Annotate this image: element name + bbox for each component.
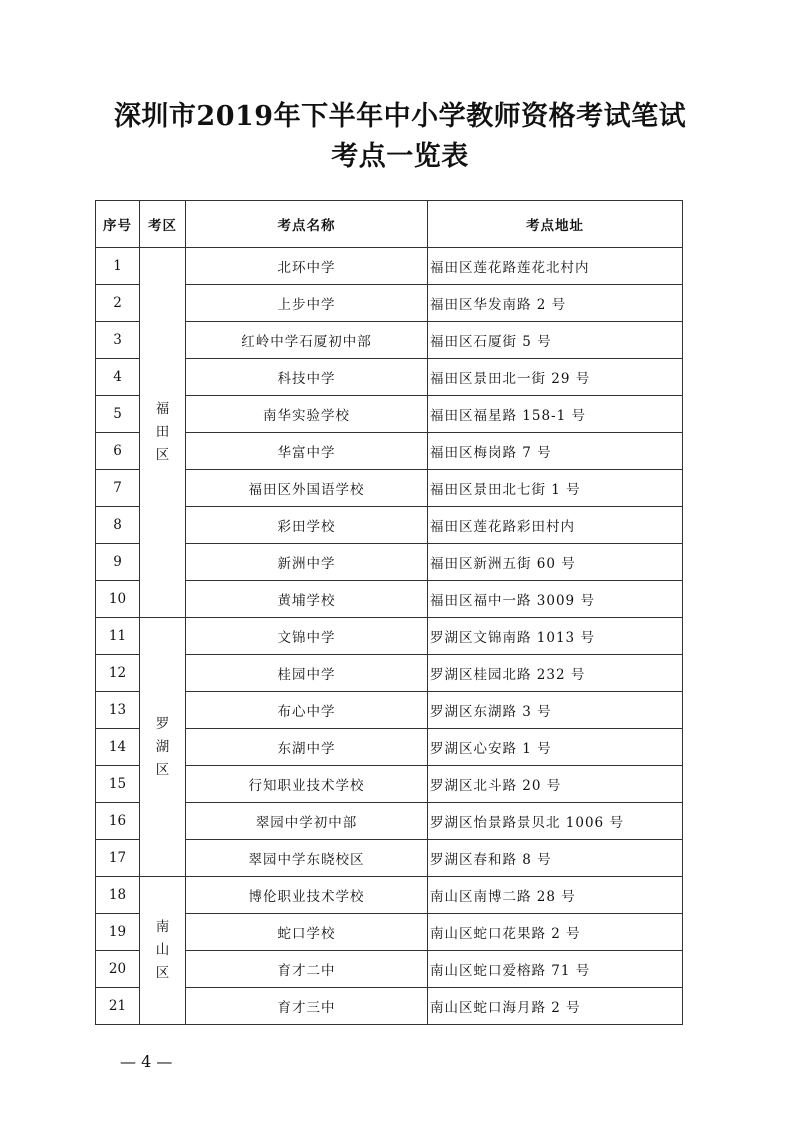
- site-address: 罗湖区北斗路 20 号: [428, 766, 683, 803]
- row-number: 19: [96, 914, 140, 951]
- site-address: 福田区莲花路莲花北村内: [428, 248, 683, 285]
- row-number: 5: [96, 396, 140, 433]
- row-number: 20: [96, 951, 140, 988]
- table-row: [96, 877, 683, 914]
- site-address: 福田区景田北七街 1 号: [428, 470, 683, 507]
- site-address: 福田区华发南路 2 号: [428, 285, 683, 322]
- table-row: [96, 248, 683, 285]
- site-name: 福田区外国语学校: [186, 470, 428, 507]
- site-name: 黄埔学校: [186, 581, 428, 618]
- district-char: 区: [155, 965, 170, 981]
- site-address: 福田区福中一路 3009 号: [428, 581, 683, 618]
- site-name: 桂园中学: [186, 655, 428, 692]
- row-number: 3: [96, 322, 140, 359]
- site-address: 福田区梅岗路 7 号: [428, 433, 683, 470]
- site-address: 罗湖区文锦南路 1013 号: [428, 618, 683, 655]
- row-number: 10: [96, 581, 140, 618]
- row-number: 7: [96, 470, 140, 507]
- site-address: 南山区蛇口花果路 2 号: [428, 914, 683, 951]
- site-name: 北环中学: [186, 248, 428, 285]
- document-title-line2: 考点一览表: [331, 141, 469, 172]
- site-address: 罗湖区春和路 8 号: [428, 840, 683, 877]
- site-name: 育才二中: [186, 951, 428, 988]
- row-number: 11: [96, 618, 140, 655]
- header-site-name: 考点名称: [186, 201, 428, 248]
- district-cell: [140, 877, 186, 1025]
- row-number: 17: [96, 840, 140, 877]
- row-number: 13: [96, 692, 140, 729]
- site-address: 福田区石厦街 5 号: [428, 322, 683, 359]
- site-address: 罗湖区心安路 1 号: [428, 729, 683, 766]
- site-address: 福田区新洲五街 60 号: [428, 544, 683, 581]
- site-name: 彩田学校: [186, 507, 428, 544]
- row-number: 8: [96, 507, 140, 544]
- site-address: 南山区蛇口爱榕路 71 号: [428, 951, 683, 988]
- site-name: 翠园中学初中部: [186, 803, 428, 840]
- site-address: 福田区莲花路彩田村内: [428, 507, 683, 544]
- row-number: 21: [96, 988, 140, 1025]
- site-name: 行知职业技术学校: [186, 766, 428, 803]
- site-name: 育才三中: [186, 988, 428, 1025]
- site-address: 罗湖区怡景路景贝北 1006 号: [428, 803, 683, 840]
- table-row: [96, 618, 683, 655]
- row-number: 12: [96, 655, 140, 692]
- header-site-address: 考点地址: [428, 201, 683, 248]
- district-char: 湖: [155, 738, 170, 755]
- row-number: 1: [96, 248, 140, 285]
- site-name: 红岭中学石厦初中部: [186, 322, 428, 359]
- site-address: 南山区蛇口海月路 2 号: [428, 988, 683, 1025]
- district-char: 福: [155, 401, 170, 417]
- site-name: 博伦职业技术学校: [186, 877, 428, 914]
- site-address: 福田区福星路 158-1 号: [428, 396, 683, 433]
- site-name: 东湖中学: [186, 729, 428, 766]
- site-name: 上步中学: [186, 285, 428, 322]
- site-name: 南华实验学校: [186, 396, 428, 433]
- district-cell: [140, 618, 186, 877]
- site-address: 罗湖区东湖路 3 号: [428, 692, 683, 729]
- row-number: 14: [96, 729, 140, 766]
- row-number: 2: [96, 285, 140, 322]
- site-address: 南山区南博二路 28 号: [428, 877, 683, 914]
- site-name: 新洲中学: [186, 544, 428, 581]
- district-char: 罗: [155, 715, 170, 732]
- site-name: 布心中学: [186, 692, 428, 729]
- table-body: [96, 248, 683, 1025]
- district-char: 区: [155, 447, 170, 463]
- district-char: 山: [155, 942, 170, 958]
- district-char: 南: [155, 919, 170, 935]
- row-number: 4: [96, 359, 140, 396]
- row-number: 9: [96, 544, 140, 581]
- row-number: 16: [96, 803, 140, 840]
- row-number: 15: [96, 766, 140, 803]
- site-address: 福田区景田北一街 29 号: [428, 359, 683, 396]
- header-no: 序号: [96, 201, 140, 248]
- site-name: 文锦中学: [186, 618, 428, 655]
- site-name: 科技中学: [186, 359, 428, 396]
- exam-site-table: [95, 200, 683, 1025]
- district-cell: [140, 248, 186, 618]
- site-name: 翠园中学东晓校区: [186, 840, 428, 877]
- site-name: 蛇口学校: [186, 914, 428, 951]
- row-number: 18: [96, 877, 140, 914]
- site-name: 华富中学: [186, 433, 428, 470]
- district-char: 田: [155, 424, 170, 440]
- row-number: 6: [96, 433, 140, 470]
- table-header-row: [96, 201, 683, 248]
- page-number: — 4 —: [120, 1052, 173, 1071]
- site-address: 罗湖区桂园北路 232 号: [428, 655, 683, 692]
- document-title-line1: 深圳市2019年下半年中小学教师资格考试笔试: [113, 101, 687, 132]
- district-char: 区: [155, 761, 170, 778]
- header-district: 考区: [140, 201, 186, 248]
